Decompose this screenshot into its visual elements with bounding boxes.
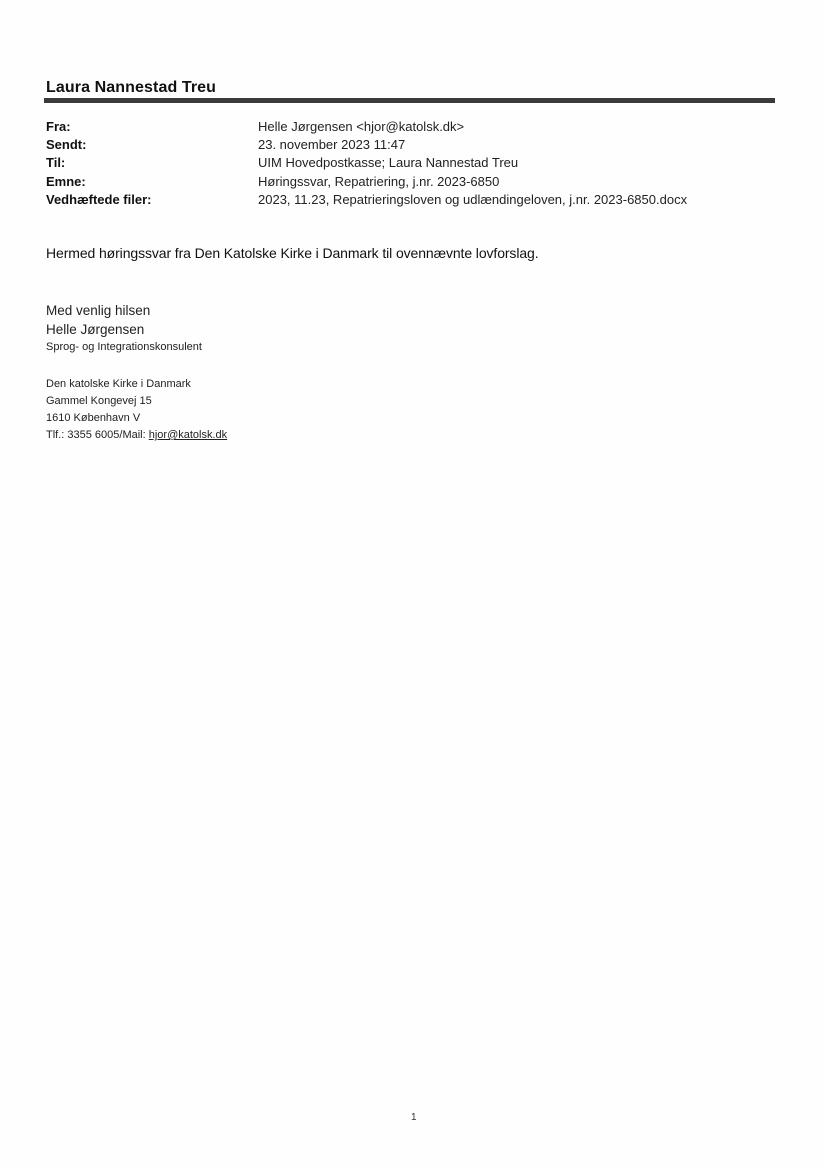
email-header-fields [46, 118, 766, 209]
organization-city: 1610 København V [46, 412, 141, 424]
organization-block [46, 376, 227, 444]
attachments-label: Vedhæftede filer: [46, 191, 152, 207]
from-row [46, 118, 766, 136]
from-label: Fra: [46, 119, 71, 135]
signature-name: Helle Jørgensen [46, 322, 145, 337]
signature-title: Sprog- og Integrationskonsulent [46, 341, 202, 353]
organization-name: Den katolske Kirke i Danmark [46, 378, 191, 390]
attachments-row [46, 191, 766, 209]
subject-value: Høringssvar, Repatriering, j.nr. 2023-6850 [258, 173, 500, 189]
to-label: Til: [46, 155, 66, 171]
header-divider [44, 98, 775, 103]
to-row [46, 154, 766, 172]
signature-block [46, 301, 202, 355]
email-body-text: Hermed høringssvar fra Den Katolske Kirke i Danmark til ovennævnte lovforslag. [46, 245, 539, 261]
sent-row [46, 136, 766, 154]
subject-label: Emne: [46, 173, 86, 189]
contact-phone-prefix: Tlf.: 3355 6005/Mail: [46, 429, 149, 441]
subject-row [46, 173, 766, 191]
page-number: 1 [411, 1112, 417, 1123]
attachment-filename: 2023, 11.23, Repatrieringsloven og udlændingeloven, j.nr. 2023-6850.docx [258, 191, 688, 207]
organization-contact [46, 427, 227, 444]
mailbox-owner-name: Laura Nannestad Treu [46, 79, 217, 96]
signature-greeting: Med venlig hilsen [46, 303, 151, 318]
sent-label: Sendt: [46, 137, 87, 153]
sent-value: 23. november 2023 11:47 [258, 137, 406, 153]
from-value: Helle Jørgensen <hjor@katolsk.dk> [258, 119, 465, 135]
contact-email-link[interactable]: hjor@katolsk.dk [148, 429, 228, 441]
organization-street: Gammel Kongevej 15 [46, 395, 152, 407]
to-value: UIM Hovedpostkasse; Laura Nannestad Treu [258, 155, 519, 171]
